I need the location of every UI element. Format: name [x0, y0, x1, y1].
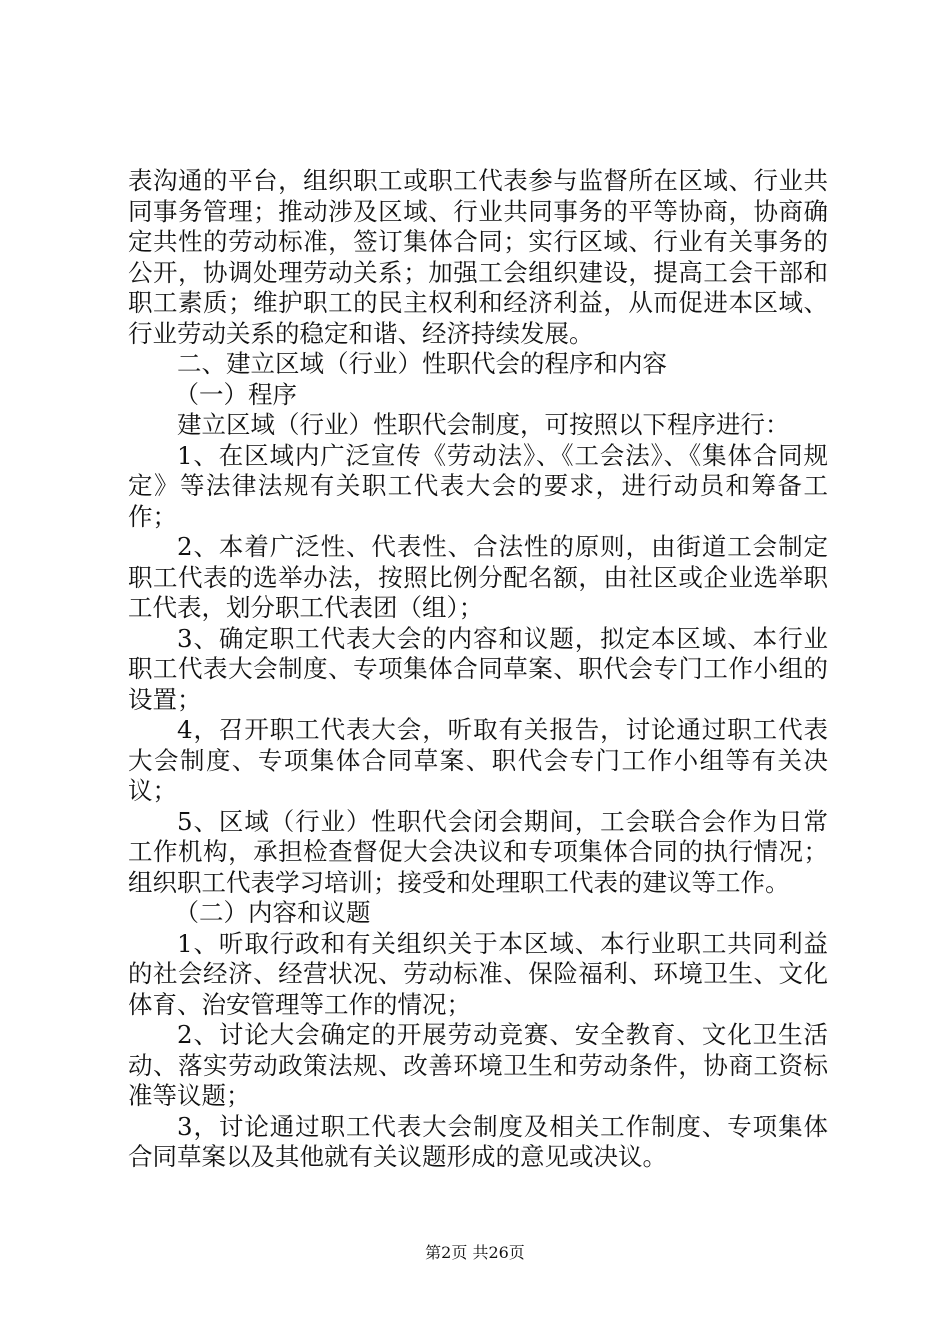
paragraph-intro-continued: 表沟通的平台，组织职工或职工代表参与监督所在区域、行业共同事务管理；推动涉及区域、行业共同事务的平等协商，协商确定共性的劳动标准，签订集体合同；实行区域、行业有关事务的公开，协调处理劳动关系；加强工会组织建设，提高工会干部和职工素质；维护职工的民主权利和经济利益，从而促进本区域、行业劳动关系的稳定和谐、经济持续发展。 [128, 166, 828, 348]
paragraph-content-1: 1、听取行政和有关组织关于本区域、本行业职工共同利益的社会经济、经营状况、劳动标准、保险福利、环境卫生、文化体育、治安管理等工作的情况； [128, 928, 828, 1019]
paragraph-step-5: 5、区域（行业）性职代会闭会期间，工会联合会作为日常工作机构，承担检查督促大会决议和专项集体合同的执行情况；组织职工代表学习培训；接受和处理职工代表的建议等工作。 [128, 806, 828, 897]
paragraph-content-3: 3，讨论通过职工代表大会制度及相关工作制度、专项集体合同草案以及其他就有关议题形成的意见或决议。 [128, 1111, 828, 1171]
document-body [128, 166, 828, 1173]
page-number: 第2页 共26页 [425, 1243, 525, 1262]
subsection-heading-procedure: （一）程序 [174, 379, 298, 409]
paragraph-content-2: 2、讨论大会确定的开展劳动竞赛、安全教育、文化卫生活动、落实劳动政策法规、改善环境卫生和劳动条件，协商工资标准等议题； [128, 1020, 828, 1110]
section-heading: 二、建立区域（行业）性职代会的程序和内容 [177, 349, 667, 378]
paragraph-step-4: 4，召开职工代表大会，听取有关报告，讨论通过职工代表大会制度、专项集体合同草案、职代会专门工作小组等有关决议； [128, 715, 828, 805]
subsection-heading-content: （二）内容和议题 [174, 898, 371, 927]
paragraph-procedure-intro: 建立区域（行业）性职代会制度，可按照以下程序进行： [177, 410, 790, 439]
paragraph-step-3: 3、确定职工代表大会的内容和议题，拟定本区域、本行业职工代表大会制度、专项集体合同草案、职代会专门工作小组的设置； [128, 623, 828, 714]
page-footer [0, 1243, 950, 1263]
paragraph-step-1: 1、在区域内广泛宣传《劳动法》、《工会法》、《集体合同规定》等法律法规有关职工代表大会的要求，进行动员和筹备工作； [128, 440, 828, 531]
paragraph-step-2: 2、本着广泛性、代表性、合法性的原则，由街道工会制定职工代表的选举办法，按照比例分配名额，由社区或企业选举职工代表，划分职工代表团（组）； [128, 532, 828, 622]
